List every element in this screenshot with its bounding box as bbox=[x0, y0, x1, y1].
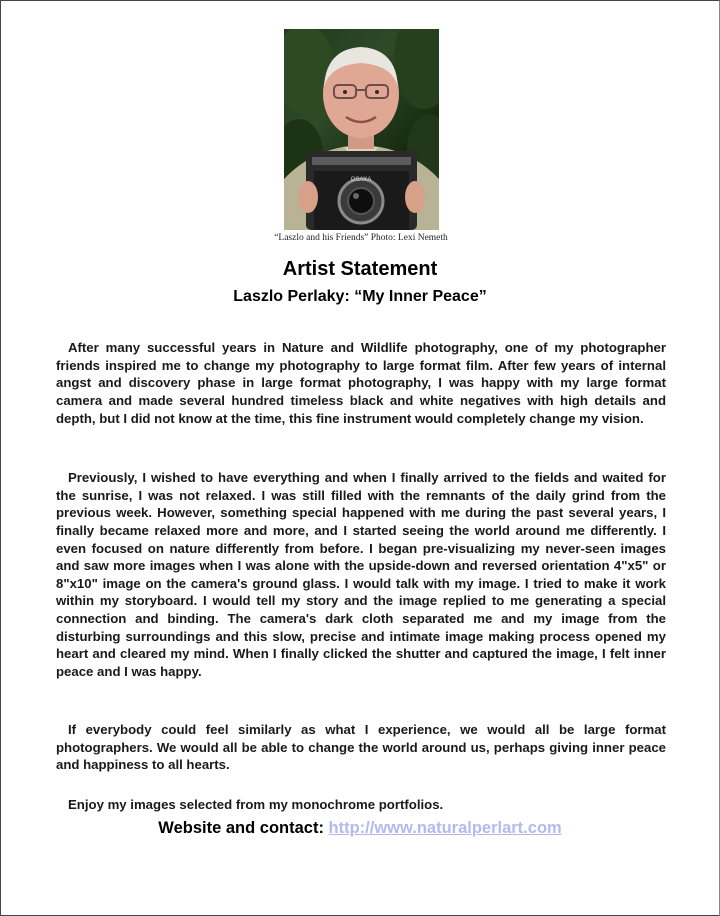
statement-paragraph-1: After many successful years in Nature and Wildlife photography, one of my photographer friends inspired me to change my photography to large format film. After few years of internal angst and discovery phase in large format photography, I was happy with my large format camera and made several hundred timeless black and white negatives with high details and depth, but I did not know at the time, this fine instrument would completely change my vision. bbox=[56, 340, 666, 426]
svg-text:OSAKA: OSAKA bbox=[350, 177, 372, 183]
contact-label: Website and contact: bbox=[158, 819, 324, 837]
website-link[interactable]: http://www.naturalperlart.com bbox=[328, 819, 562, 837]
photo-caption: “Laszlo and his Friends” Photo: Lexi Nemeth bbox=[274, 233, 448, 243]
page-title: Artist Statement bbox=[282, 258, 438, 280]
statement-paragraph-2: Previously, I wished to have everything and when I finally arrived to the fields and waited for the sunrise, I was not relaxed. I was still filled with the remnants of the daily grind from the previous week. However, something special happened with me during the past several years, I finally became relaxed more and more, and I started seeing the world around me differently. I even focused on nature differently from before. I began pre-visualizing my never-seen images and saw more images when I was alone with the upside-down and reversed orientation 4"x5" or 8"x10" image on the camera's ground glass. I would talk with my image. I tried to make it work within my storyboard. I would tell my story and the image replied to me generating a special connection and binding. The camera's dark cloth separated me and my image from the disturbing surroundings and this slow, precise and intimate image making process opened my heart and cleared my mind. When I finally clicked the shutter and captured the image, I felt inner peace and I was happy. bbox=[56, 470, 666, 679]
statement-paragraph-3: If everybody could feel similarly as what I experience, we would all be large format photographers. We would all be able to change the world around us, perhaps giving inner peace and happiness to all hearts. bbox=[56, 722, 666, 773]
artist-portrait-photo bbox=[284, 29, 439, 230]
page-subtitle: Laszlo Perlaky: “My Inner Peace” bbox=[233, 288, 487, 305]
contact-line bbox=[1, 819, 719, 838]
statement-paragraph-4: Enjoy my images selected from my monochrome portfolios. bbox=[68, 797, 444, 813]
